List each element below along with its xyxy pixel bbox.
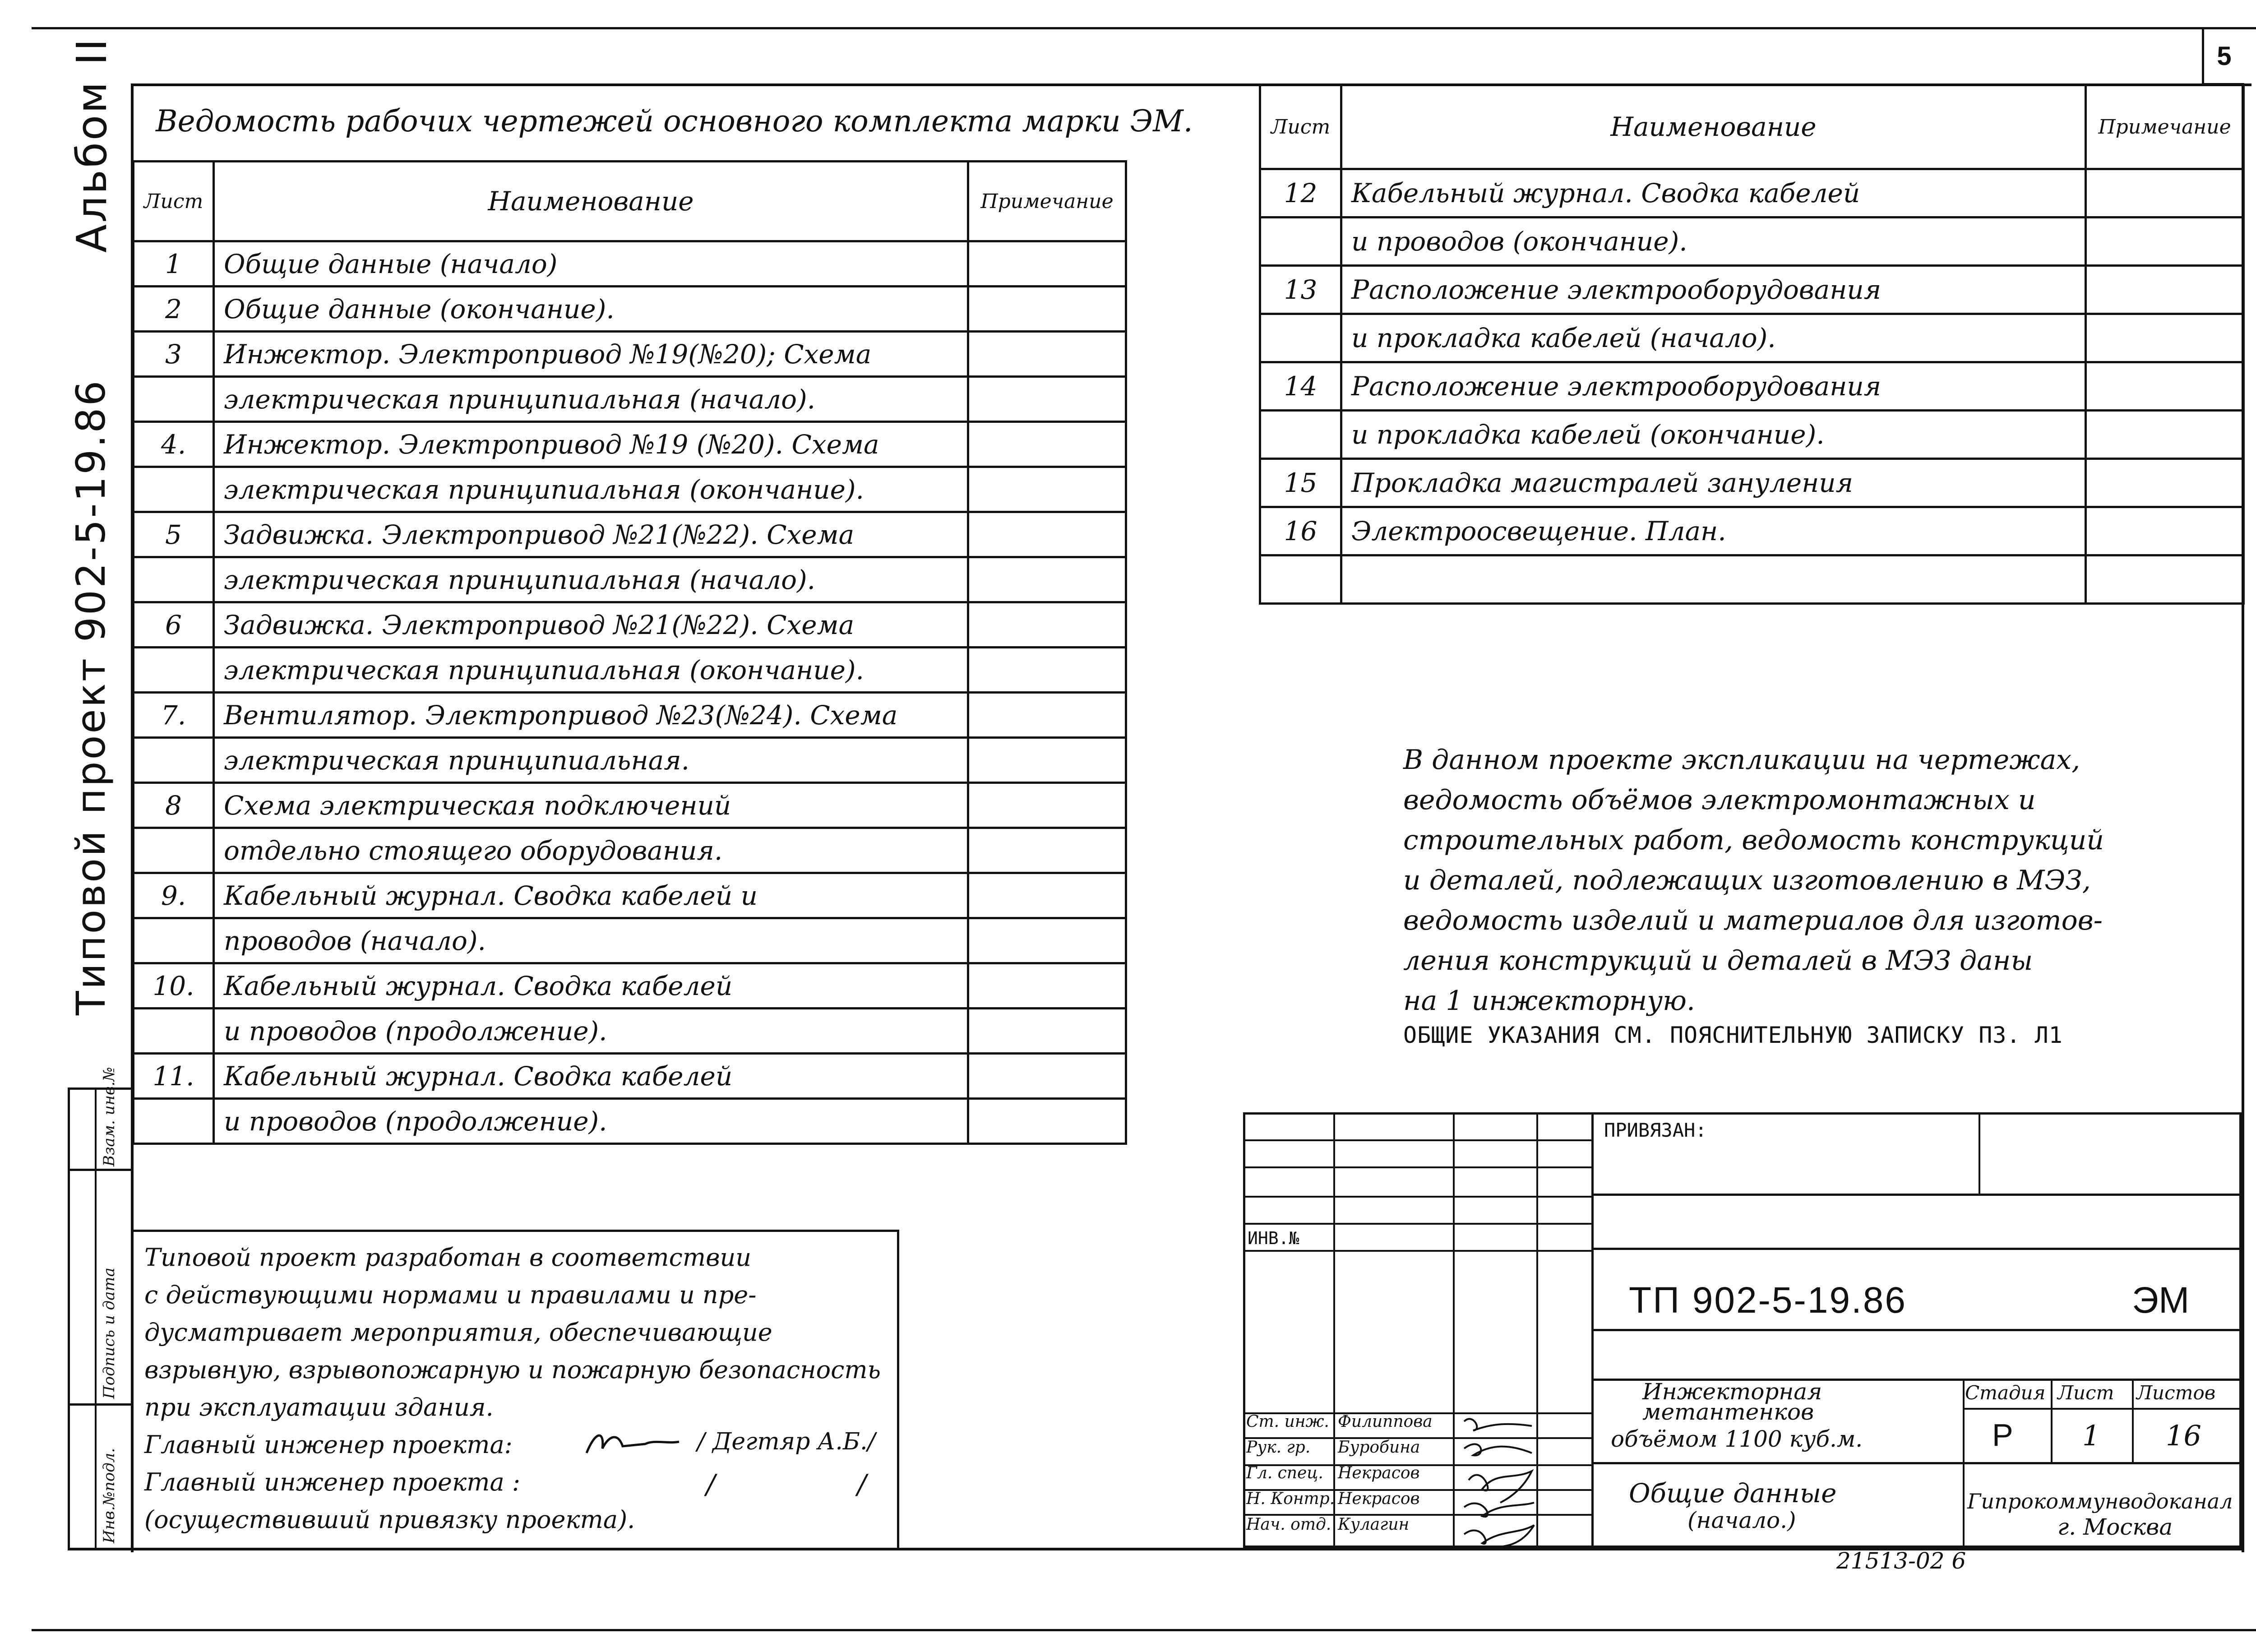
note-paragraph xyxy=(1403,740,2104,1021)
table-row xyxy=(134,873,1126,918)
row-note xyxy=(2086,266,2244,314)
table-row xyxy=(134,918,1126,963)
row-title: Кабельный журнал. Сводка кабелей xyxy=(1341,169,2086,217)
left-header-sheet: Лист xyxy=(134,162,214,241)
stamp-grid-hline xyxy=(1243,1139,1591,1141)
row-sheet-number xyxy=(134,738,214,783)
row-title: Задвижка. Электропривод №21(№22). Схема xyxy=(214,512,968,557)
left-table-header xyxy=(134,162,1126,241)
table-row xyxy=(134,738,1126,783)
row-title: Расположение электрооборудования xyxy=(1341,266,2086,314)
table-row xyxy=(1260,266,2244,314)
sheet-number: 5 xyxy=(2217,42,2232,71)
staff-role: Гл. спец. xyxy=(1246,1464,1323,1482)
table-row xyxy=(134,422,1126,467)
approval-line: Типовой проект разработан в соответствии xyxy=(144,1243,752,1272)
stamp-object-line1: Инжекторная xyxy=(1642,1379,1822,1405)
row-title: проводов (начало). xyxy=(214,918,968,963)
approval-slash-a: / xyxy=(706,1469,716,1500)
note-line: ведомость изделий и материалов для изготов- xyxy=(1403,905,2103,936)
stamp-sheet: 1 xyxy=(2082,1419,2100,1452)
row-note xyxy=(2086,362,2244,411)
row-sheet-number: 1 xyxy=(134,241,214,287)
footer-number: 21513-02 6 xyxy=(1836,1548,1966,1574)
stamp-sheets: 16 xyxy=(2166,1419,2201,1452)
row-note xyxy=(968,287,1126,332)
row-sheet-number: 11. xyxy=(134,1054,214,1099)
row-note xyxy=(968,241,1126,287)
row-title: Схема электрическая подключений xyxy=(214,783,968,828)
table-row xyxy=(134,332,1126,377)
row-sheet-number: 13 xyxy=(1260,266,1341,314)
row-title: Прокладка магистралей зануления xyxy=(1341,459,2086,507)
table-row xyxy=(134,1009,1126,1054)
approval-line: Главный инженер проекта: xyxy=(144,1430,513,1459)
stamp-inv-no: ИНВ.№ xyxy=(1248,1228,1299,1248)
row-note xyxy=(968,467,1126,512)
table-row xyxy=(134,648,1126,693)
stamp-stage-hline xyxy=(1963,1408,2242,1410)
row-title: Общие данные (окончание). xyxy=(214,287,968,332)
stamp-stage-header: Стадия xyxy=(1965,1382,2046,1404)
staff-signatures xyxy=(1455,1412,1536,1548)
table-row xyxy=(1260,217,2244,266)
approval-line: при эксплуатации здания. xyxy=(144,1393,494,1421)
row-note xyxy=(968,693,1126,738)
row-title: Задвижка. Электропривод №21(№22). Схема xyxy=(214,602,968,648)
row-title: и проводов (продолжение). xyxy=(214,1099,968,1144)
general-note: ОБЩИЕ УКАЗАНИЯ СМ. ПОЯСНИТЕЛЬНУЮ ЗАПИСКУ ПЗ. Л1 xyxy=(1403,1022,2063,1048)
row-sheet-number xyxy=(134,467,214,512)
table-row xyxy=(134,512,1126,557)
row-note xyxy=(968,963,1126,1009)
approval-text xyxy=(144,1239,881,1538)
row-note xyxy=(968,648,1126,693)
left-header-name: Наименование xyxy=(214,162,968,241)
row-sheet-number: 2 xyxy=(134,287,214,332)
table-row xyxy=(134,1054,1126,1099)
row-sheet-number: 9. xyxy=(134,873,214,918)
table-row xyxy=(134,241,1126,287)
stamp-vline-2 xyxy=(1453,1112,1455,1548)
row-sheet-number xyxy=(134,557,214,602)
stamp-code: ТП 902-5-19.86 xyxy=(1629,1280,1907,1321)
row-note xyxy=(968,1054,1126,1099)
sidebar-vzam-label: Взам. инв.№ xyxy=(100,1067,118,1166)
approval-line: Главный инженер проекта : xyxy=(144,1468,521,1496)
row-sheet-number: 10. xyxy=(134,963,214,1009)
staff-name: Буробина xyxy=(1338,1438,1420,1457)
approval-line: взрывную, взрывопожарную и пожарную безопасность xyxy=(144,1356,881,1384)
table-row xyxy=(1260,507,2244,555)
stamp-hline-a xyxy=(1591,1194,2242,1196)
table-row xyxy=(1260,314,2244,362)
approval-line: дусматривает мероприятия, обеспечивающие xyxy=(144,1318,772,1347)
row-note xyxy=(968,918,1126,963)
right-header-note: Примечание xyxy=(2086,85,2244,169)
stamp-org-line1: Гипрокоммунводоканал xyxy=(1967,1489,2233,1513)
sidebar-inner-line xyxy=(95,1087,97,1550)
staff-name: Кулагин xyxy=(1338,1515,1410,1534)
row-sheet-number: 3 xyxy=(134,332,214,377)
sheet-number-box xyxy=(2202,29,2244,85)
table-row xyxy=(1260,459,2244,507)
table-row xyxy=(1260,169,2244,217)
row-sheet-number: 5 xyxy=(134,512,214,557)
row-note xyxy=(2086,217,2244,266)
stamp-stage: Р xyxy=(1992,1417,2013,1453)
row-sheet-number: 14 xyxy=(1260,362,1341,411)
staff-role: Рук. гр. xyxy=(1246,1438,1311,1457)
stamp-sheet-header: Лист xyxy=(2057,1382,2114,1404)
note-line: В данном проекте экспликации на чертежах, xyxy=(1403,744,2080,776)
staff-name: Некрасов xyxy=(1338,1464,1420,1482)
stamp-privyazan: ПРИВЯЗАН: xyxy=(1604,1119,1707,1141)
note-line: строительных работ, ведомость конструкций xyxy=(1403,824,2104,856)
row-note xyxy=(2086,555,2244,604)
stamp-doc-title-line2: (начало.) xyxy=(1687,1507,1796,1533)
stamp-grid-hline xyxy=(1243,1166,1591,1168)
approval-line: с действующими нормами и правилами и пре- xyxy=(144,1281,757,1309)
row-note xyxy=(968,1009,1126,1054)
row-sheet-number: 4. xyxy=(134,422,214,467)
note-line: ведомость объёмов электромонтажных и xyxy=(1403,784,2036,816)
top-border-line xyxy=(32,27,2256,29)
stamp-object-line2: метантенков xyxy=(1642,1399,1814,1425)
stamp-privyazan-vline xyxy=(1979,1112,1980,1194)
row-sheet-number: 15 xyxy=(1260,459,1341,507)
row-note xyxy=(968,422,1126,467)
table-row xyxy=(134,602,1126,648)
approval-slash-b: / xyxy=(857,1469,867,1500)
row-note xyxy=(968,602,1126,648)
row-sheet-number: 6 xyxy=(134,602,214,648)
table-row xyxy=(134,287,1126,332)
table-row xyxy=(134,557,1126,602)
row-title: Кабельный журнал. Сводка кабелей xyxy=(214,1054,968,1099)
album-label: Альбом II xyxy=(68,37,116,253)
row-note xyxy=(2086,411,2244,459)
row-title: и прокладка кабелей (окончание). xyxy=(1341,411,2086,459)
sidebar-sep-2 xyxy=(68,1403,133,1406)
approval-line: (осуществивший привязку проекта). xyxy=(144,1505,635,1534)
table-row xyxy=(134,693,1126,738)
row-note xyxy=(968,512,1126,557)
table-row xyxy=(134,467,1126,512)
row-note xyxy=(2086,314,2244,362)
stamp-org-line2: г. Москва xyxy=(2057,1514,2173,1540)
row-title: Вентилятор. Электропривод №23(№24). Схема xyxy=(214,693,968,738)
row-note xyxy=(968,738,1126,783)
table-row xyxy=(1260,411,2244,459)
sidebar-left-line xyxy=(68,1087,70,1550)
stamp-grid-hline xyxy=(1243,1223,1591,1225)
row-sheet-number: 7. xyxy=(134,693,214,738)
row-title: отдельно стоящего оборудования. xyxy=(214,828,968,873)
stamp-grid-hline xyxy=(1243,1250,1591,1252)
row-note xyxy=(2086,169,2244,217)
row-sheet-number xyxy=(134,918,214,963)
row-note xyxy=(968,332,1126,377)
row-title: Инжектор. Электропривод №19 (№20). Схема xyxy=(214,422,968,467)
row-sheet-number xyxy=(134,648,214,693)
sidebar-podpis-label: Подпись и дата xyxy=(100,1268,118,1399)
left-table-title: Ведомость рабочих чертежей основного комплекта марки ЭМ. xyxy=(156,104,1193,139)
project-side-title: Типовой проект 902-5-19.86 xyxy=(68,379,114,1015)
table-row xyxy=(134,828,1126,873)
row-title xyxy=(1341,555,2086,604)
row-sheet-number xyxy=(1260,411,1341,459)
stamp-hline-b xyxy=(1591,1248,2242,1250)
row-note xyxy=(968,557,1126,602)
stamp-object-line3: объёмом 1100 куб.м. xyxy=(1611,1426,1863,1452)
row-note xyxy=(968,1099,1126,1144)
staff-role: Ст. инж. xyxy=(1246,1412,1329,1431)
right-drawings-table xyxy=(1259,83,2245,605)
stamp-vline-3 xyxy=(1536,1112,1538,1548)
row-note xyxy=(968,783,1126,828)
note-line: на 1 инжекторную. xyxy=(1403,985,1695,1017)
right-header-name: Наименование xyxy=(1341,85,2086,169)
row-note xyxy=(968,828,1126,873)
stamp-hline-c xyxy=(1591,1329,2242,1331)
right-header-sheet: Лист xyxy=(1260,85,1341,169)
approval-gip-name: / Дегтяр А.Б./ xyxy=(697,1428,876,1455)
row-title: Общие данные (начало) xyxy=(214,241,968,287)
row-sheet-number xyxy=(1260,555,1341,604)
staff-name: Некрасов xyxy=(1338,1490,1420,1508)
staff-role: Нач. отд. xyxy=(1246,1515,1331,1534)
table-row xyxy=(1260,555,2244,604)
staff-role: Н. Контр. xyxy=(1246,1490,1335,1508)
row-title: Расположение электрооборудования xyxy=(1341,362,2086,411)
stamp-hline-e xyxy=(1591,1462,2242,1464)
sidebar-sep-1 xyxy=(68,1169,133,1171)
row-title: Кабельный журнал. Сводка кабелей и xyxy=(214,873,968,918)
table-row xyxy=(1260,362,2244,411)
row-sheet-number: 16 xyxy=(1260,507,1341,555)
row-title: Инжектор. Электропривод №19(№20); Схема xyxy=(214,332,968,377)
sidebar-inv-label: Инв.№подл. xyxy=(100,1448,118,1543)
row-title: электрическая принципиальная (окончание). xyxy=(214,467,968,512)
left-drawings-table xyxy=(132,160,1127,1145)
row-sheet-number xyxy=(1260,217,1341,266)
stamp-doc-title-line1: Общие данные xyxy=(1629,1478,1837,1509)
row-title: электрическая принципиальная (начало). xyxy=(214,557,968,602)
row-title: электрическая принципиальная. xyxy=(214,738,968,783)
row-sheet-number: 8 xyxy=(134,783,214,828)
row-title: электрическая принципиальная (начало). xyxy=(214,377,968,422)
table-row xyxy=(134,963,1126,1009)
row-title: Электроосвещение. План. xyxy=(1341,507,2086,555)
right-table-header xyxy=(1260,85,2244,169)
row-title: и прокладка кабелей (начало). xyxy=(1341,314,2086,362)
stamp-stage-vline-1 xyxy=(2051,1379,2053,1462)
table-row xyxy=(134,1099,1126,1144)
table-row xyxy=(134,377,1126,422)
row-title: Кабельный журнал. Сводка кабелей xyxy=(214,963,968,1009)
row-note xyxy=(2086,459,2244,507)
stamp-vline-1 xyxy=(1333,1112,1335,1548)
stamp-stage-vline-2 xyxy=(2132,1379,2134,1462)
bottom-border-line xyxy=(32,1629,2256,1631)
gip-signature xyxy=(582,1426,681,1462)
row-title: электрическая принципиальная (окончание). xyxy=(214,648,968,693)
stamp-mark: ЭМ xyxy=(2132,1280,2190,1321)
stamp-grid-hline xyxy=(1243,1196,1591,1198)
row-note xyxy=(968,873,1126,918)
staff-name: Филиппова xyxy=(1338,1412,1433,1431)
row-note xyxy=(2086,507,2244,555)
stamp-sheets-header: Листов xyxy=(2136,1382,2216,1404)
table-row xyxy=(134,783,1126,828)
row-note xyxy=(968,377,1126,422)
note-line: ления конструкций и деталей в МЭЗ даны xyxy=(1403,945,2033,976)
left-header-note: Примечание xyxy=(968,162,1126,241)
row-sheet-number xyxy=(134,828,214,873)
row-title: и проводов (окончание). xyxy=(1341,217,2086,266)
note-line: и деталей, подлежащих изготовлению в МЭЗ, xyxy=(1403,865,2091,896)
row-sheet-number xyxy=(1260,314,1341,362)
row-title: и проводов (продолжение). xyxy=(214,1009,968,1054)
row-sheet-number xyxy=(134,1099,214,1144)
row-sheet-number xyxy=(134,1009,214,1054)
row-sheet-number xyxy=(134,377,214,422)
row-sheet-number: 12 xyxy=(1260,169,1341,217)
